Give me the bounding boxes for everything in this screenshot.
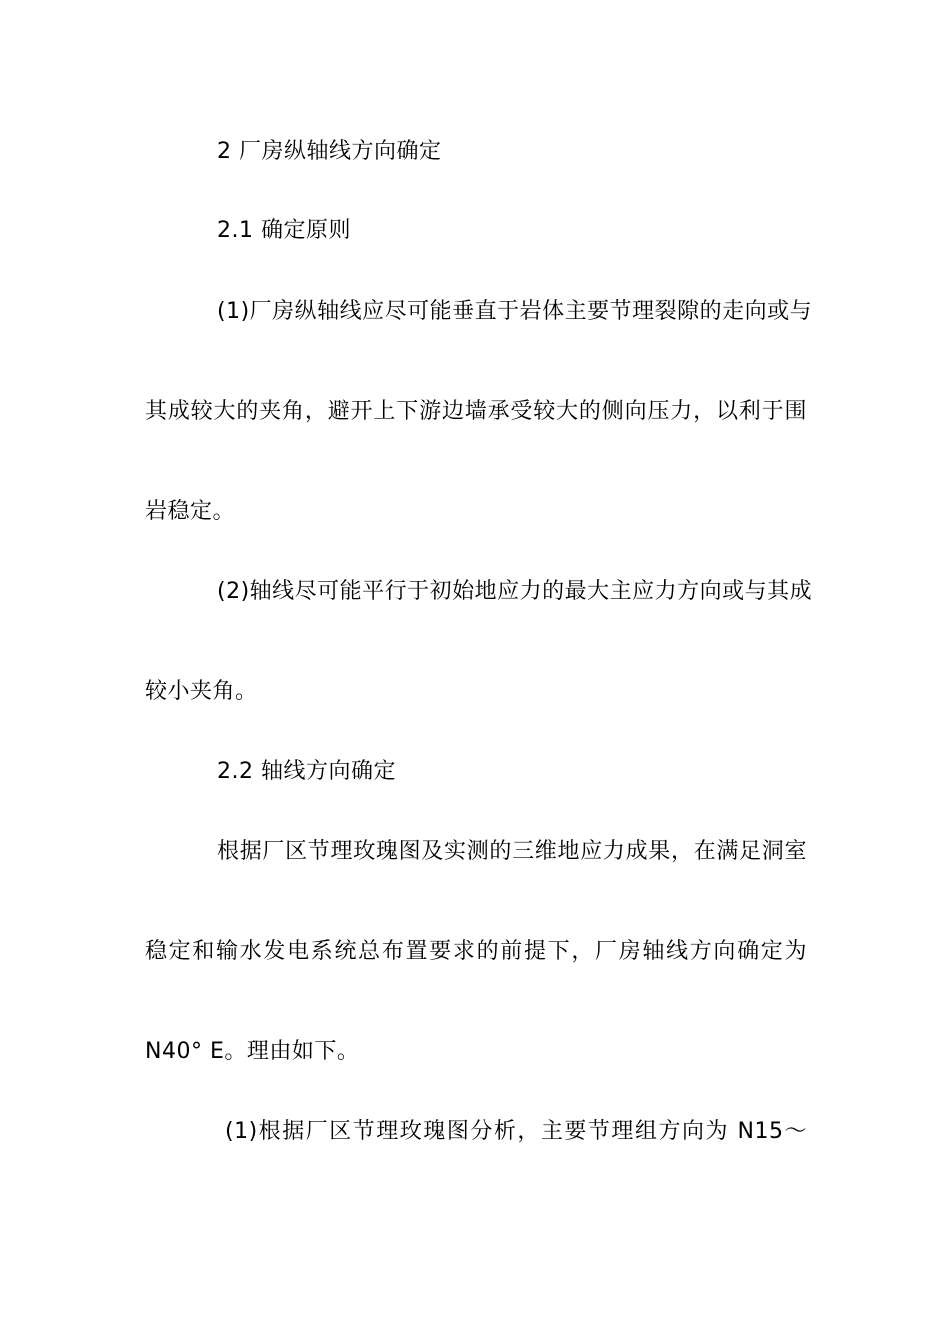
section-heading: 2 厂房纵轴线方向确定 [217,139,442,164]
paragraph-line: N40° E。理由如下。 [145,1039,360,1064]
paragraph-line: (2)轴线尽可能平行于初始地应力的最大主应力方向或与其成 [217,579,813,604]
paragraph-line: (1)根据厂区节理玫瑰图分析，主要节理组方向为 N15～ [225,1119,807,1144]
paragraph-line: 岩稳定。 [145,499,236,524]
paragraph-line: 根据厂区节理玫瑰图及实测的三维地应力成果，在满足洞室 [217,839,807,864]
subsection-heading: 2.1 确定原则 [217,218,351,243]
paragraph-line: 较小夹角。 [145,679,258,704]
paragraph-line: 其成较大的夹角，避开上下游边墙承受较大的侧向压力，以利于围 [145,399,807,424]
subsection-heading: 2.2 轴线方向确定 [217,759,396,784]
paragraph-line: 稳定和输水发电系统总布置要求的前提下，厂房轴线方向确定为 [145,939,807,964]
paragraph-line: (1)厂房纵轴线应尽可能垂直于岩体主要节理裂隙的走向或与 [217,299,813,324]
